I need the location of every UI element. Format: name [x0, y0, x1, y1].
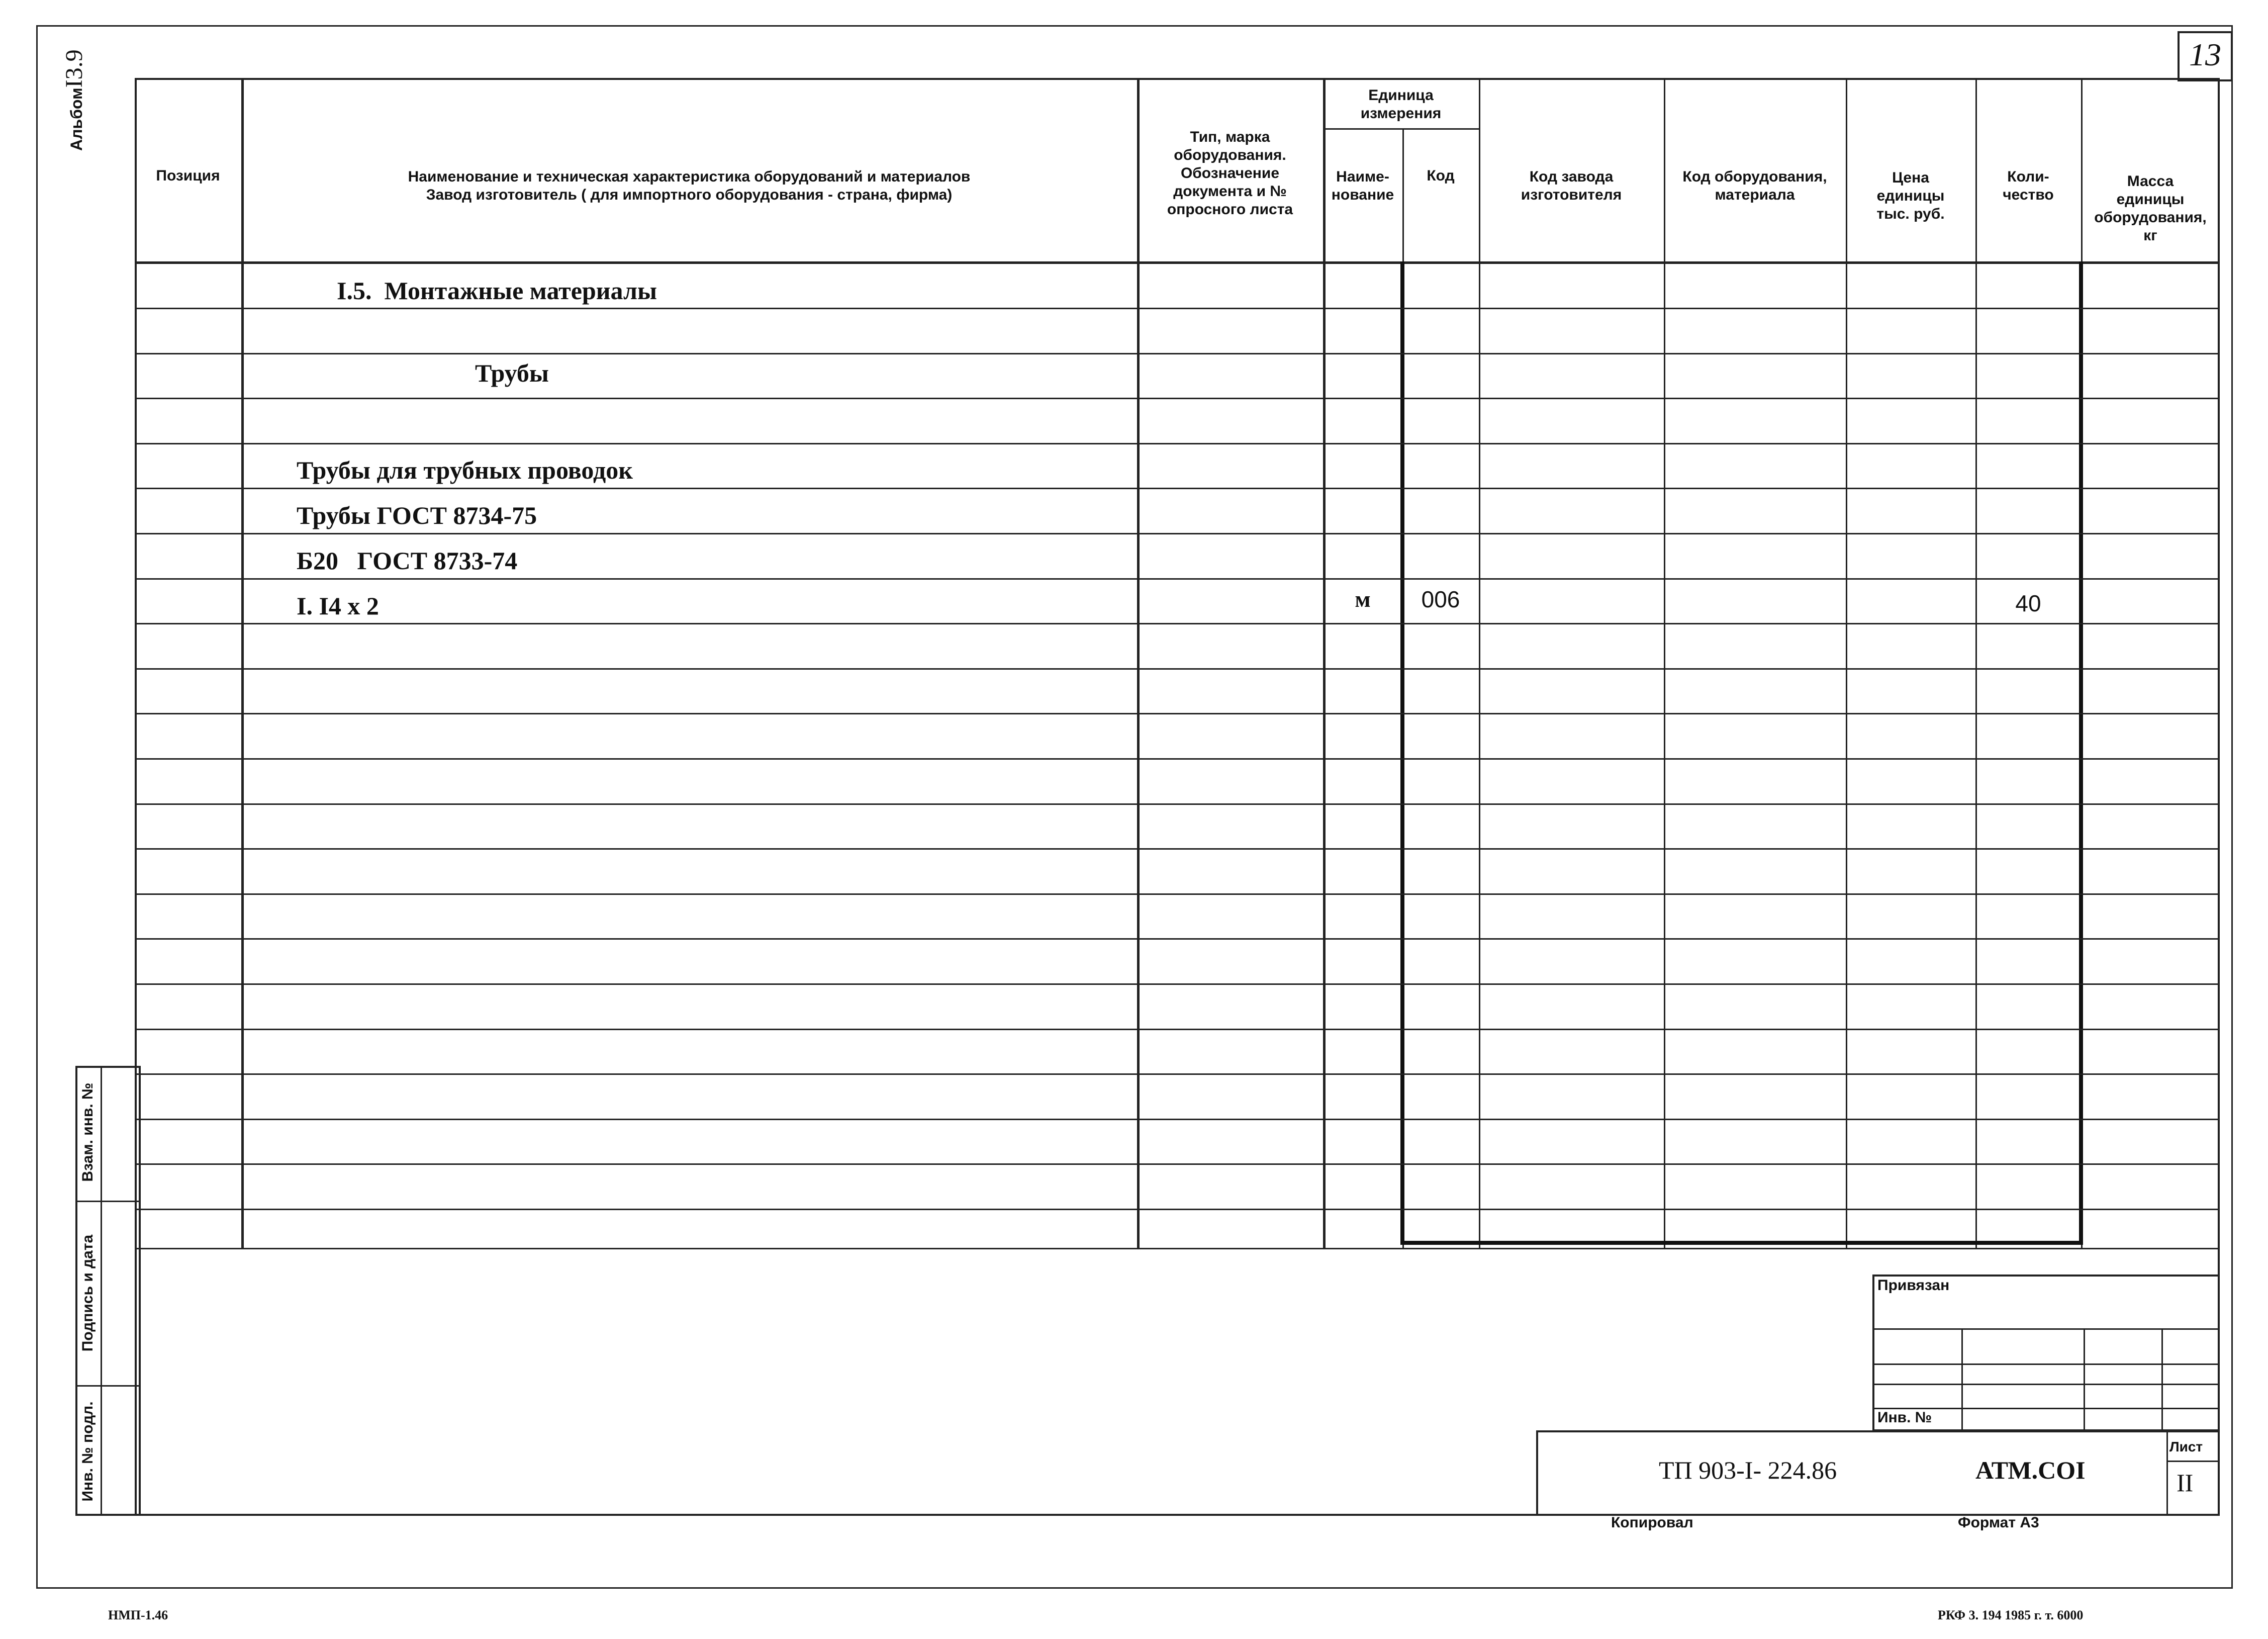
bound-label: Привязан: [1877, 1277, 1950, 1294]
stamp-orig-inv: Инв. № подл.: [79, 1401, 96, 1502]
album-label-text: Альбом: [67, 87, 85, 151]
stamp-replace-inv: Взам. инв. №: [79, 1082, 96, 1182]
row-7-name: Б20 ГОСТ 8733-74: [297, 547, 518, 575]
row-rule: [135, 533, 2220, 534]
header-plant-code: Код завода изготовителя: [1521, 168, 1622, 203]
row-rule: [135, 308, 2220, 309]
row-rule: [135, 443, 2220, 444]
header-name: Наименование и техническая характеристика оборудований и материалов Завод изготовитель ( для импортного оборудования - страна, фирма): [408, 168, 971, 203]
row-rule: [135, 398, 2220, 399]
page-number: 13: [2189, 37, 2221, 72]
row-8-code: 006: [1421, 586, 1460, 612]
header-divider: [135, 261, 2220, 264]
row-rule: [135, 1119, 2220, 1120]
row-8-qty: 40: [2015, 590, 2041, 616]
row-rule: [135, 353, 2220, 354]
row-6-name: Трубы ГОСТ 8734-75: [297, 501, 537, 529]
sheet-label: Лист: [2169, 1439, 2203, 1454]
header-position: Позиция: [156, 167, 220, 184]
row-rule: [135, 1029, 2220, 1030]
header-price: Цена единицы тыс. руб.: [1876, 169, 1945, 222]
row-rule: [135, 623, 2220, 624]
row-8-unit: м: [1355, 586, 1371, 612]
footer-left: НМП-1.46: [108, 1608, 168, 1622]
row-rule: [135, 1209, 2220, 1210]
inv-no-label: Инв. №: [1877, 1409, 1932, 1426]
stamp-signature-date: Подпись и дата: [79, 1234, 96, 1352]
header-unit-group: Единица измерения: [1360, 86, 1442, 122]
row-rule: [135, 1163, 2220, 1165]
footer-right: РКФ 3. 194 1985 г. т. 6000: [1938, 1608, 2084, 1622]
row-3-name: Трубы: [475, 359, 549, 387]
title-block-main: [1536, 1430, 2220, 1516]
row-5-name: Трубы для трубных проводок: [297, 456, 633, 484]
header-type: Тип, марка оборудования. Обозначение документа и № опросного листа: [1167, 129, 1293, 218]
row-rule: [135, 893, 2220, 895]
sheet-value: II: [2177, 1469, 2194, 1497]
table-body-end: [135, 1248, 2220, 1249]
header-quantity: Коли- чество: [2003, 168, 2054, 203]
row-rule: [135, 758, 2220, 760]
doc-number: ТП 903-I- 224.86: [1659, 1456, 1837, 1484]
row-8-name: I. I4 х 2: [297, 592, 379, 620]
row-rule: [135, 803, 2220, 805]
format-label: Формат А3: [1958, 1514, 2039, 1531]
header-unit-name: Наиме- нование: [1331, 168, 1394, 203]
header-equip-code: Код оборудования, материала: [1682, 168, 1827, 203]
row-rule: [135, 713, 2220, 714]
row-rule: [135, 938, 2220, 940]
row-rule: [135, 1073, 2220, 1075]
album-label: [60, 0, 90, 151]
row-rule: [135, 668, 2220, 670]
row-rule: [135, 983, 2220, 985]
row-1-name: I.5. Монтажные материалы: [337, 277, 657, 305]
doc-code: АТМ.СОI: [1975, 1456, 2086, 1484]
header-mass: Масса единицы оборудования, кг: [2094, 173, 2207, 244]
row-rule: [135, 488, 2220, 489]
header-unit-code: Код: [1427, 167, 1455, 184]
copied-label: Копировал: [1611, 1514, 1693, 1531]
row-rule: [135, 578, 2220, 580]
album-number: I3.9: [61, 49, 87, 88]
row-rule: [135, 848, 2220, 850]
